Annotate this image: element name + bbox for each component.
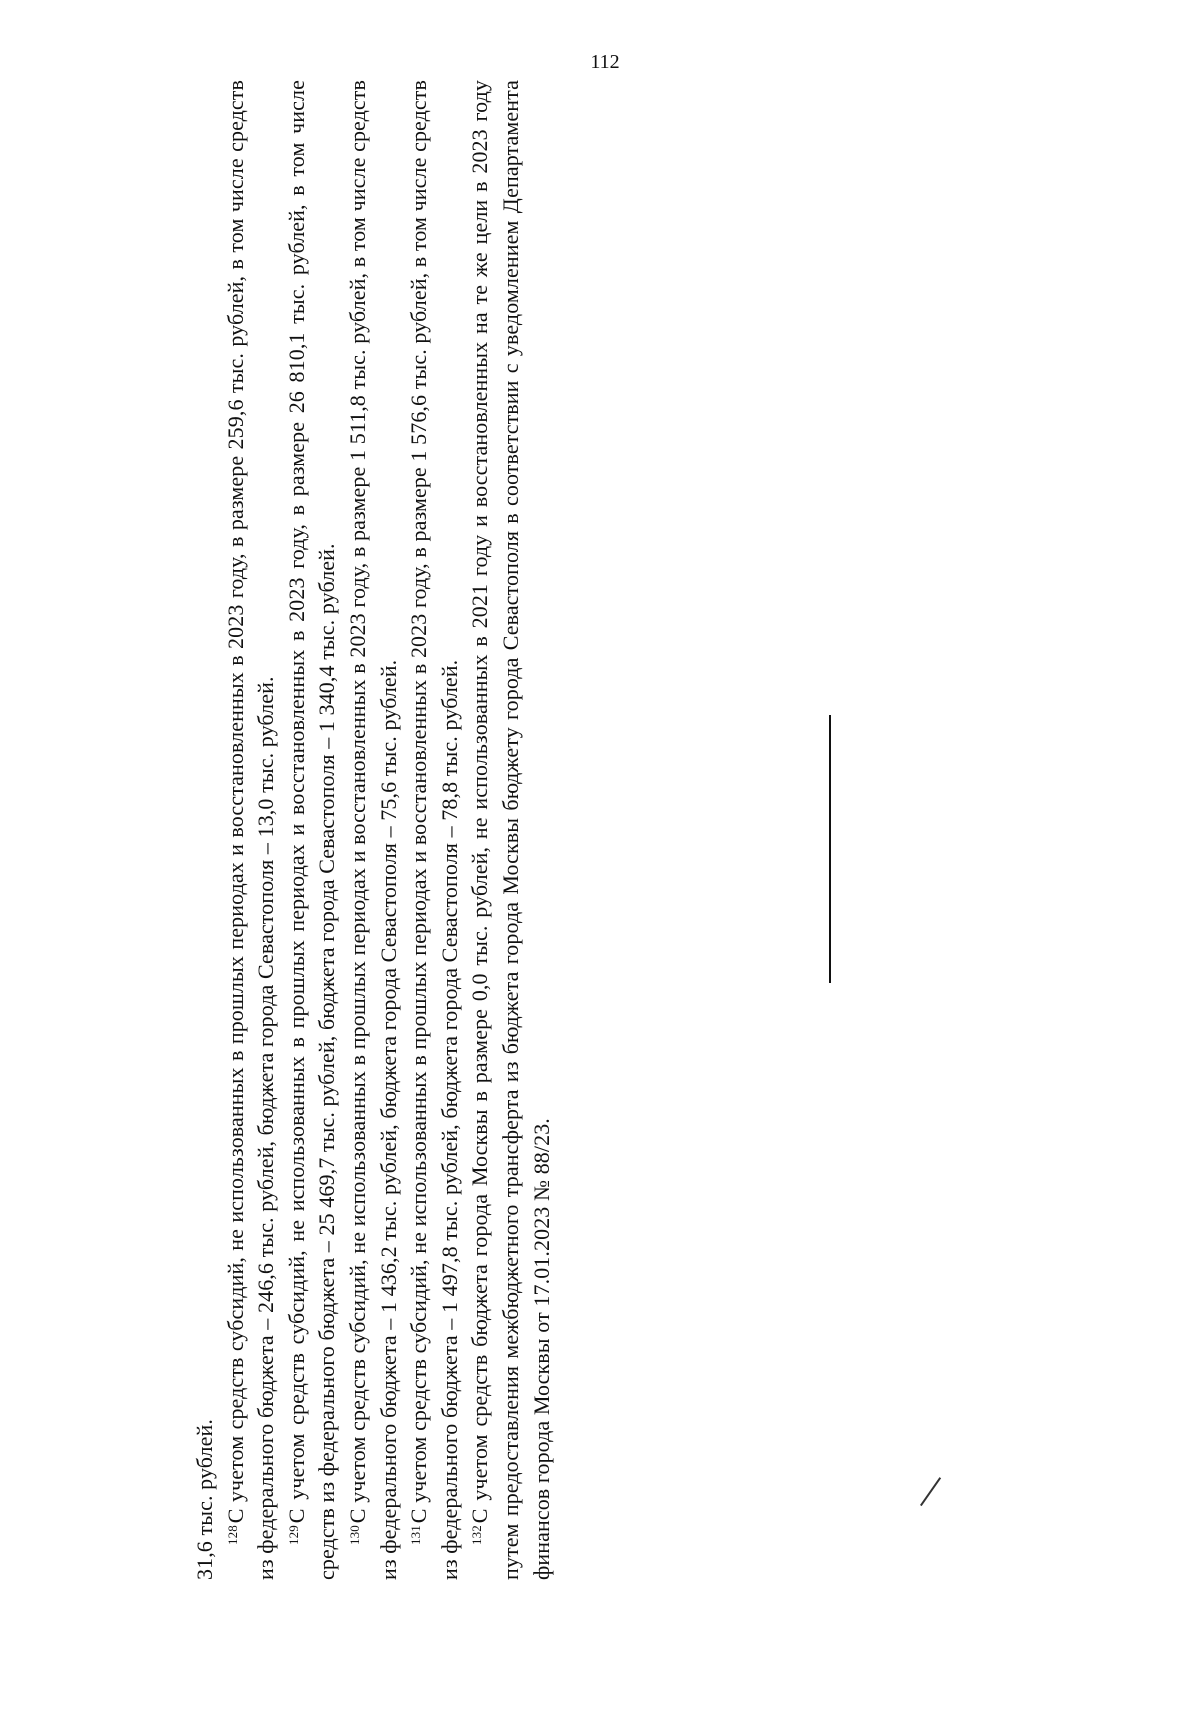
footnote-number: 128 <box>224 1525 240 1545</box>
footnote-number: 131 <box>408 1525 424 1545</box>
pen-mark <box>920 1477 941 1506</box>
footnote-number: 132 <box>469 1525 485 1545</box>
footnote-number: 130 <box>346 1525 362 1545</box>
footnote-text: С учетом средств субсидий, не использованных в прошлых периодах и восстановленных в 2023 году, в размере 26 810,1 тыс. рублей, в том числе средств из федерального бюджета – 25 469,7 тыс. рублей, бюджета города Севастополя – 1 340,4 тыс. рублей. <box>283 80 340 1580</box>
footnote-text: С учетом средств бюджета города Москвы в размере 0,0 тыс. рублей, не использованных в 2021 году и восстановленных на те же цели в 2023 году путем предоставления межбюджетного трансферта из бюджета города Москвы бюджету города Севастополя в соответствии с уведомлением Департамента финансов города Москвы от 17.01.2023 № 88/23. <box>467 80 554 1580</box>
footnote-number: 129 <box>285 1525 301 1545</box>
page-number: 112 <box>590 51 620 73</box>
footnote-129 <box>282 80 343 1580</box>
lead-line: 31,6 тыс. рублей. <box>192 1419 217 1580</box>
footnote-text: С учетом средств субсидий, не использованных в прошлых периодах и восстановленных в 2023 году, в размере 1 511,8 тыс. рублей, в том числе средств из федерального бюджета – 1 436,2 тыс. рублей, бюджета города Севастополя – 75,6 тыс. рублей. <box>344 80 401 1580</box>
footnote-text: С учетом средств субсидий, не использованных в прошлых периодах и восстановленных в 2023 году, в размере 1 576,6 тыс. рублей, в том числе средств из федерального бюджета – 1 497,8 тыс. рублей, бюджета города Севастополя – 78,8 тыс. рублей. <box>406 80 462 1580</box>
footnote-130 <box>343 80 404 1580</box>
footnote-131 <box>404 80 465 1580</box>
footnote-128 <box>221 80 282 1580</box>
footnote-text: С учетом средств субсидий, не использованных в прошлых периодах и восстановленных в 2023 году, в размере 259,6 тыс. рублей, в том числе средств из федерального бюджета – 246,6 тыс. рублей, бюджета города Севастополя – 13,0 тыс. рублей. <box>222 80 279 1580</box>
end-separator-line <box>829 715 831 983</box>
rotated-page-body <box>190 80 557 1580</box>
footnote-132 <box>465 80 557 1580</box>
